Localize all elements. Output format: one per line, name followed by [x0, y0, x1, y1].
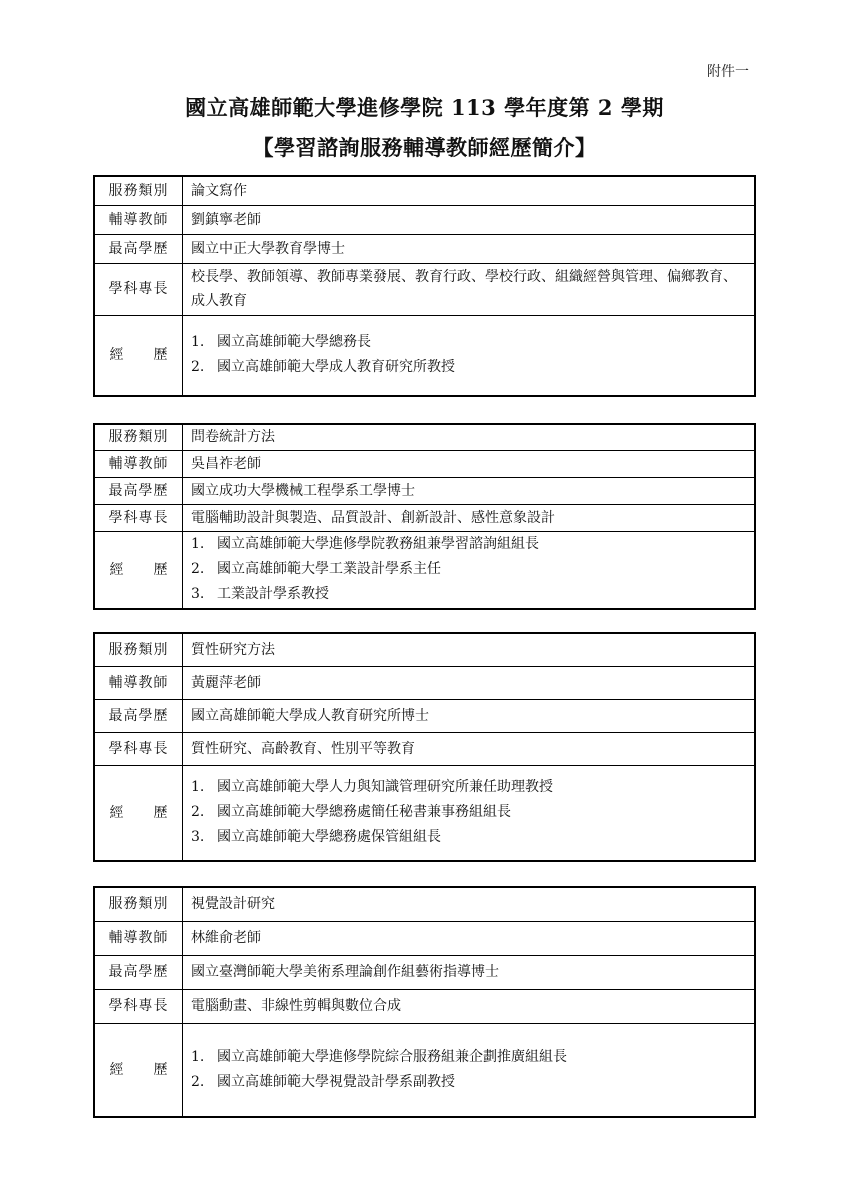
category-value: 質性研究方法 [183, 633, 756, 666]
degree-label: 最高學歷 [94, 477, 183, 504]
category-value: 視覺設計研究 [183, 887, 756, 921]
experience-label-char-2: 歷 [153, 347, 168, 364]
teacher-card-2 [93, 423, 756, 610]
category-label: 服務類別 [94, 424, 183, 450]
experience-label-char-1: 經 [109, 804, 124, 821]
list-item: 3. 國立高雄師範大學總務處保管組組長 [191, 829, 441, 846]
experience-label-char-2: 歷 [153, 804, 168, 821]
experience-list [191, 330, 746, 380]
teacher-value: 林維俞老師 [183, 921, 756, 955]
list-item: 1. 國立高雄師範大學人力與知識管理研究所兼任助理教授 [191, 779, 553, 796]
degree-label: 最高學歷 [94, 234, 183, 263]
teacher-card-1 [93, 175, 756, 397]
experience-label [94, 1023, 183, 1117]
experience-value [183, 1023, 756, 1117]
experience-value [183, 765, 756, 861]
expertise-label: 學科專長 [94, 732, 183, 765]
experience-label-char-2: 歷 [153, 1061, 168, 1078]
expertise-label: 學科專長 [94, 504, 183, 531]
list-item: 2. 國立高雄師範大學總務處簡任秘書兼事務組組長 [191, 804, 511, 821]
experience-label-char-2: 歷 [153, 561, 168, 578]
expertise-label: 學科專長 [94, 989, 183, 1023]
experience-value [183, 315, 756, 396]
teacher-label: 輔導教師 [94, 205, 183, 234]
experience-value [183, 531, 756, 609]
list-item: 2. 國立高雄師範大學視覺設計學系副教授 [191, 1073, 455, 1090]
teacher-card-4 [93, 886, 756, 1118]
category-label: 服務類別 [94, 633, 183, 666]
degree-value: 國立中正大學教育學博士 [183, 234, 756, 263]
category-value: 問卷統計方法 [183, 424, 756, 450]
category-label: 服務類別 [94, 887, 183, 921]
degree-value: 國立成功大學機械工程學系工學博士 [183, 477, 756, 504]
teacher-label: 輔導教師 [94, 450, 183, 477]
list-item: 3. 工業設計學系教授 [191, 586, 329, 603]
teacher-label: 輔導教師 [94, 921, 183, 955]
expertise-value: 校長學、教師領導、教師專業發展、教育行政、學校行政、組織經營與管理、偏鄉教育、成人教育 [183, 263, 756, 315]
experience-list [191, 1045, 746, 1095]
expertise-value: 電腦輔助設計與製造、品質設計、創新設計、感性意象設計 [183, 504, 756, 531]
attachment-label: 附件一 [707, 64, 749, 80]
page-subtitle: 【學習諮詢服務輔導教師經歷簡介】 [252, 135, 597, 160]
teacher-card-3 [93, 632, 756, 862]
list-item: 1. 國立高雄師範大學進修學院教務組兼學習諮詢組組長 [191, 536, 539, 553]
experience-label-char-1: 經 [109, 561, 124, 578]
expertise-value: 質性研究、高齡教育、性別平等教育 [183, 732, 756, 765]
list-item: 2. 國立高雄師範大學成人教育研究所教授 [191, 359, 455, 376]
expertise-label: 學科專長 [94, 263, 183, 315]
experience-label [94, 531, 183, 609]
list-item: 1. 國立高雄師範大學總務長 [191, 334, 371, 351]
degree-label: 最高學歷 [94, 955, 183, 989]
teacher-value: 吳昌祚老師 [183, 450, 756, 477]
experience-label [94, 315, 183, 396]
teacher-label: 輔導教師 [94, 666, 183, 699]
experience-label [94, 765, 183, 861]
category-label: 服務類別 [94, 176, 183, 205]
degree-label: 最高學歷 [94, 699, 183, 732]
experience-label-char-1: 經 [109, 347, 124, 364]
teacher-value: 劉鎮寧老師 [183, 205, 756, 234]
teacher-value: 黃麗萍老師 [183, 666, 756, 699]
page-title: 國立高雄師範大學進修學院 113 學年度第 2 學期 [185, 95, 664, 120]
expertise-value: 電腦動畫、非線性剪輯與數位合成 [183, 989, 756, 1023]
list-item: 1. 國立高雄師範大學進修學院綜合服務組兼企劃推廣組組長 [191, 1048, 567, 1065]
degree-value: 國立臺灣師範大學美術系理論創作組藝術指導博士 [183, 955, 756, 989]
category-value: 論文寫作 [183, 176, 756, 205]
experience-list [191, 775, 746, 850]
degree-value: 國立高雄師範大學成人教育研究所博士 [183, 699, 756, 732]
list-item: 2. 國立高雄師範大學工業設計學系主任 [191, 561, 441, 578]
experience-list [191, 532, 746, 607]
experience-label-char-1: 經 [109, 1061, 124, 1078]
